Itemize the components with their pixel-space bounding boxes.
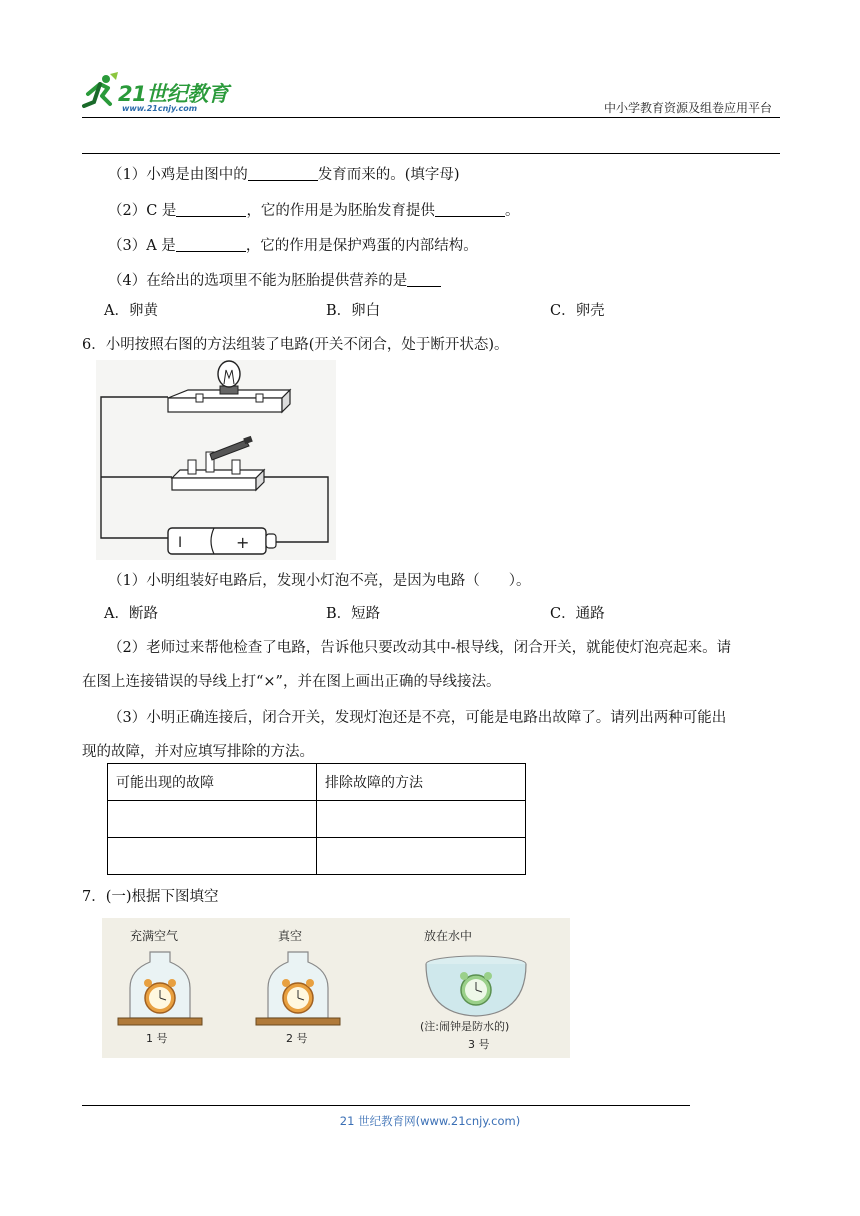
q6-sub1: （1）小明组装好电路后，发现小灯泡不亮，是因为电路（ ）。 <box>108 573 531 589</box>
q5-sub4: （4）在给出的选项里不能为胚胎提供营养的是 <box>82 269 780 290</box>
battery-icon <box>168 528 276 554</box>
q6-sub3-line2: 现的故障，并对应填写排除的方法。 <box>82 744 314 760</box>
q5-sub2: （2）C 是 ，它的作用是为胚胎发育提供 。 <box>108 203 520 219</box>
logo-text: 21世纪教育 <box>118 82 229 106</box>
q5-sub3: （3）A 是 ，它的作用是保护鸡蛋的内部结构。 <box>108 238 478 254</box>
answer-blank[interactable] <box>248 180 318 181</box>
number-2: 2 号 <box>286 1032 308 1045</box>
table-cell[interactable] <box>317 801 526 838</box>
q5-option-c[interactable]: C．卵壳 <box>550 303 605 319</box>
q5-option-a[interactable]: A．卵黄 <box>104 303 158 319</box>
label-vacuum: 真空 <box>278 929 303 943</box>
table-row <box>108 801 526 838</box>
q6-title: 6．小明按照右图的方法组装了电路(开关不闭合，处于断开状态)。 <box>82 337 509 353</box>
header-rule-thin <box>82 117 780 118</box>
q6-sub3-line1: （3）小明正确连接后，闭合开关，发现灯泡还是不亮，可能是电路出故障了。请列出两种可能出 <box>108 710 727 726</box>
alarm-clock-figure <box>102 918 570 1058</box>
circuit-diagram[interactable] <box>96 360 336 560</box>
header-rule <box>82 153 780 154</box>
battery-negative-label: I <box>178 535 183 551</box>
platform-name: 中小学教育资源及组卷应用平台 <box>603 101 772 115</box>
logo-url: www.21cnjy.com <box>122 104 198 113</box>
table-row <box>108 838 526 875</box>
answer-blank[interactable] <box>435 216 505 217</box>
answer-blank[interactable] <box>176 216 246 217</box>
answer-blank[interactable] <box>176 251 246 252</box>
q6-sub2-line2: 在图上连接错误的导线上打“×”，并在图上画出正确的导线接法。 <box>82 674 501 690</box>
logo <box>80 70 250 116</box>
label-air: 充满空气 <box>130 929 179 943</box>
table-header-row <box>108 764 526 801</box>
table-header: 排除故障的方法 <box>317 764 526 801</box>
table-header: 可能出现的故障 <box>108 764 317 801</box>
table-cell[interactable] <box>108 838 317 875</box>
table-cell[interactable] <box>317 838 526 875</box>
q7-title: 7．(一)根据下图填空 <box>82 889 219 905</box>
label-water: 放在水中 <box>424 929 473 943</box>
battery-positive-label: + <box>236 533 250 552</box>
footer-rule <box>82 1105 690 1106</box>
q5-sub1: （1）小鸡是由图中的 发育而来的。(填字母) <box>108 167 460 183</box>
waterproof-note: (注:闹钟是防水的) <box>420 1020 510 1033</box>
number-3: 3 号 <box>468 1038 490 1051</box>
runner-logo-icon <box>80 72 120 112</box>
table-cell[interactable] <box>108 801 317 838</box>
q6-option-c[interactable]: C．通路 <box>550 606 605 622</box>
q6-option-a[interactable]: A．断路 <box>104 606 158 622</box>
fault-table <box>107 763 526 875</box>
footer-text[interactable]: 21 世纪教育网(www.21cnjy.com) <box>339 1114 521 1128</box>
light-bulb-icon <box>218 361 240 394</box>
q5-option-b[interactable]: B．卵白 <box>326 303 381 319</box>
q6-option-b[interactable]: B．短路 <box>326 606 381 622</box>
q6-sub2-line1: （2）老师过来帮他检查了电路，告诉他只要改动其中-根导线，闭合开关，就能使灯泡亮起来。请 <box>108 640 732 656</box>
answer-blank[interactable] <box>407 286 441 287</box>
number-1: 1 号 <box>146 1032 168 1045</box>
